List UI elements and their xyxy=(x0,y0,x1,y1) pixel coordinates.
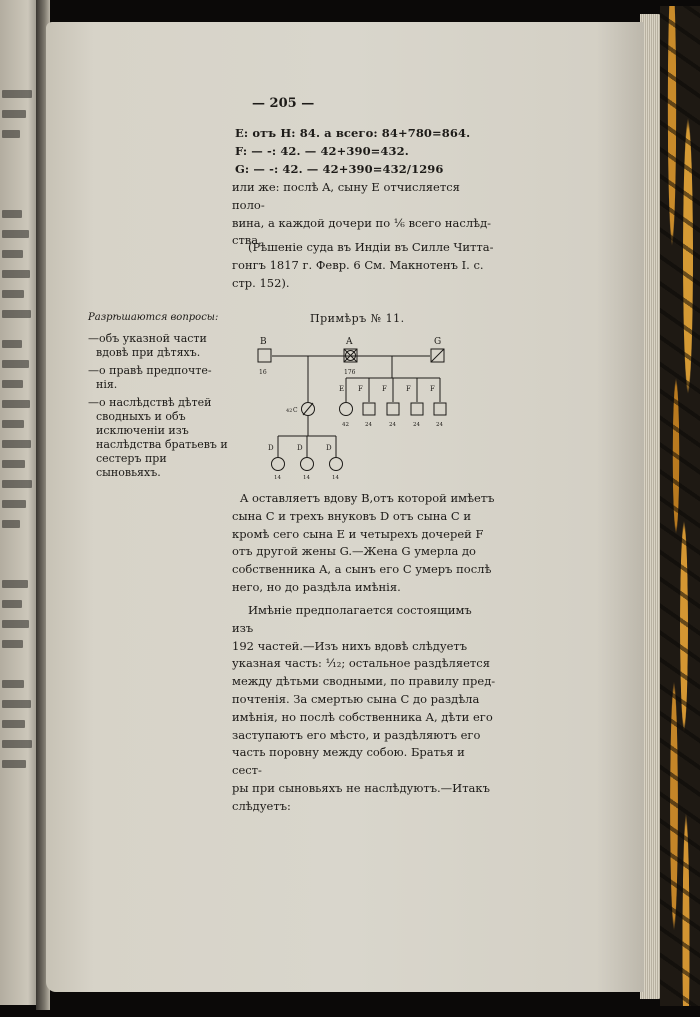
left-page-text-fragment xyxy=(2,360,29,368)
label-b: B xyxy=(260,337,267,347)
paragraph-line: 192 частей.—Изъ нихъ вдовѣ слѣдуетъ xyxy=(232,638,468,653)
paragraph-line: часть поровну между собою. Братья и сест- xyxy=(232,745,465,778)
example-title: Примѣръ № 11. xyxy=(310,312,405,325)
paragraph-line: слѣдуетъ: xyxy=(232,798,291,813)
value-d: 14 xyxy=(274,475,281,480)
left-page-text-fragment xyxy=(2,600,22,608)
value-e: 42 xyxy=(342,422,349,428)
left-page-text-fragment xyxy=(2,740,32,748)
person-b-square xyxy=(258,349,271,362)
left-page-text-fragment xyxy=(2,110,26,118)
paragraph-line: кромѣ сего сына E и четырехъ дочерей F xyxy=(232,526,484,541)
paragraph-line: указная часть: ⅟₁₂; остальное раздѣляется xyxy=(232,656,490,671)
paragraph-2 xyxy=(232,602,496,816)
intro-line: или же: послѣ A, сыну E отчисляется поло- xyxy=(232,180,460,212)
marbled-cover-pattern xyxy=(660,6,700,1006)
left-page-text-fragment xyxy=(2,400,30,408)
label-f: F xyxy=(358,385,363,393)
value-c: 42 xyxy=(286,408,293,414)
label-c: C xyxy=(293,407,298,414)
left-page-text-fragment xyxy=(2,90,32,98)
left-page-edge xyxy=(0,0,40,1005)
paragraph-line: почтенія. За смертью сына C до раздѣла xyxy=(232,691,480,706)
left-page-text-fragment xyxy=(2,250,23,258)
citation-line: стр. 152). xyxy=(232,275,290,290)
left-page-text-fragment xyxy=(2,340,22,348)
left-page-text-fragment xyxy=(2,460,25,468)
formula-line-g: G: — -: 42. — 42+390=432/1296 xyxy=(235,162,444,176)
paragraph-1 xyxy=(232,490,496,597)
value-f: 24 xyxy=(413,422,420,428)
margin-notes xyxy=(88,332,228,484)
label-g: G xyxy=(434,337,442,347)
left-page-text-fragment xyxy=(2,310,31,318)
paragraph-line: имѣнія, но послѣ собственника A, дѣти его xyxy=(232,709,493,724)
left-page-text-fragments xyxy=(2,0,40,1005)
citation xyxy=(232,239,496,292)
person-f-square xyxy=(411,403,423,415)
left-page-text-fragment xyxy=(2,700,31,708)
left-page-text-fragment xyxy=(2,680,24,688)
left-page-text-fragment xyxy=(2,480,32,488)
value-f: 24 xyxy=(389,422,396,428)
paragraph-line: него, но до раздѣла имѣнія. xyxy=(232,579,401,594)
person-e-circle xyxy=(340,403,353,416)
margin-note: —о правѣ предпочте-нія. xyxy=(88,364,212,391)
left-page-text-fragment xyxy=(2,420,24,428)
left-page-text-fragment xyxy=(2,620,29,628)
value-d: 14 xyxy=(303,475,310,480)
left-page-text-fragment xyxy=(2,580,28,588)
paragraph-line: A оставляетъ вдову B,отъ которой имѣетъ xyxy=(240,491,495,505)
family-tree-diagram xyxy=(250,330,470,480)
left-page-text-fragment xyxy=(2,520,20,528)
left-page-text-fragment xyxy=(2,210,22,218)
person-f-square xyxy=(387,403,399,415)
person-d-circle xyxy=(330,458,343,471)
page-number: — 205 — xyxy=(252,96,315,111)
person-d-circle xyxy=(301,458,314,471)
formula-line-e: E: отъ H: 84. а всего: 84+780=864. xyxy=(235,126,471,140)
paragraph-line: собственника A, а сынъ его C умеръ послѣ xyxy=(232,562,492,577)
paragraph-line: между дѣтьми сводными, по правилу пред- xyxy=(232,674,496,689)
value-f: 24 xyxy=(436,422,443,428)
person-f-square xyxy=(363,403,375,415)
label-d: D xyxy=(268,444,274,452)
left-page-text-fragment xyxy=(2,270,30,278)
margin-note: —о наслѣдствѣ дѣтей сводныхъ и объ исключеніи изъ наслѣдства братьевъ и сестеръ при сыновьяхъ. xyxy=(88,396,228,479)
left-page-text-fragment xyxy=(2,290,24,298)
intro-line: вина, а каждой дочери по ⅙ всего наслѣд- xyxy=(232,215,492,230)
citation-line: (Рѣшеніе суда въ Индіи въ Силле Читта- xyxy=(248,240,494,254)
paragraph-line: заступаютъ его мѣсто, и раздѣляютъ его xyxy=(232,727,481,742)
label-e: E xyxy=(339,385,345,393)
label-f: F xyxy=(382,385,387,393)
paragraph-line: Имѣніе предполагается состоящимъ изъ xyxy=(232,603,472,635)
left-page-text-fragment xyxy=(2,640,23,648)
person-f-square xyxy=(434,403,446,415)
label-f: F xyxy=(406,385,411,393)
value-f: 24 xyxy=(365,422,372,428)
left-page-text-fragment xyxy=(2,440,31,448)
left-page-text-fragment xyxy=(2,380,23,388)
value-b: 16 xyxy=(259,369,267,376)
margin-note: —объ указной части вдовѣ при дѣтяхъ. xyxy=(88,332,207,359)
left-page-text-fragment xyxy=(2,720,25,728)
formula-line-f: F: — -: 42. — 42+390=432. xyxy=(235,144,409,158)
margin-title: Разрѣшаются вопросы: xyxy=(88,312,219,323)
label-f: F xyxy=(430,385,435,393)
left-page-text-fragment xyxy=(2,230,29,238)
value-d: 14 xyxy=(332,475,339,480)
left-page-text-fragment xyxy=(2,500,26,508)
person-d-circle xyxy=(272,458,285,471)
paragraph-line: ры при сыновьяхъ не наслѣдуютъ.—Итакъ xyxy=(232,780,490,795)
paragraph-line: отъ другой жены G.—Жена G умерла до xyxy=(232,544,476,559)
citation-line: гонгъ 1817 г. Февр. 6 См. Макнотенъ I. с. xyxy=(232,257,484,272)
left-page-text-fragment xyxy=(2,760,26,768)
value-a: 176 xyxy=(344,369,356,376)
label-d: D xyxy=(326,444,332,452)
intro-line: ства. xyxy=(232,233,262,248)
label-d: D xyxy=(297,444,303,452)
paragraph-line: сына C и трехъ внуковъ D отъ сына C и xyxy=(232,508,472,523)
label-a: A xyxy=(346,337,353,347)
left-page-text-fragment xyxy=(2,130,20,138)
